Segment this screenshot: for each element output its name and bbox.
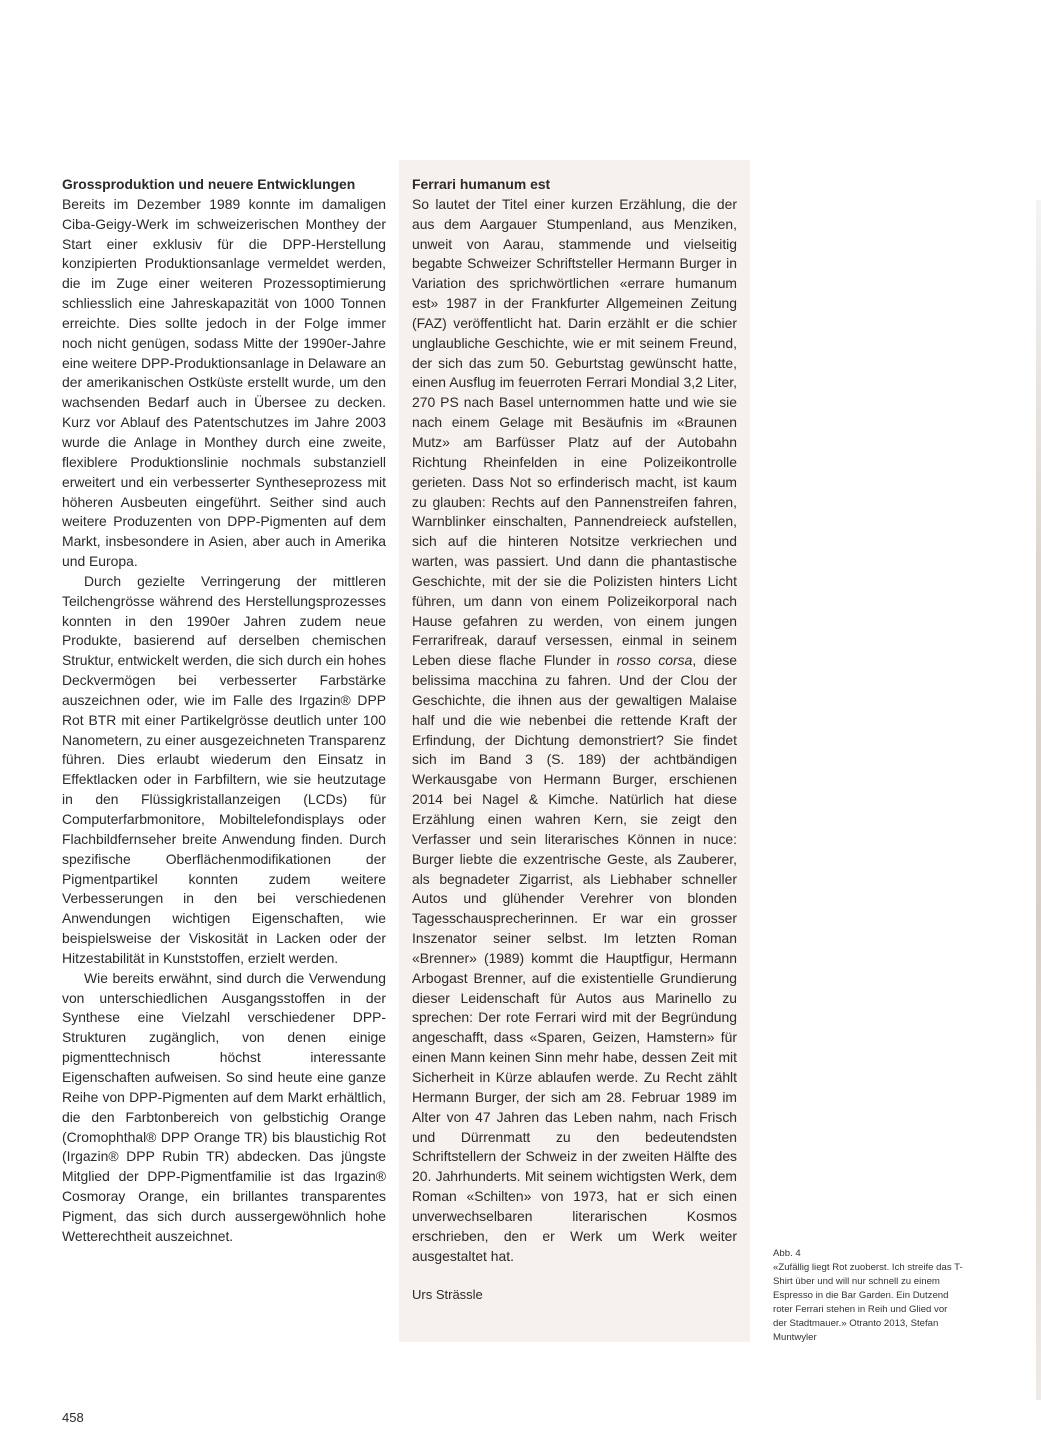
caption-text: «Zufällig liegt Rot zuoberst. Ich streife das T-Shirt über und will nur schnell zu einem Espresso in die Bar Garden. Ein Dutzend roter Ferrari stehen in Reih und Glied vor der Stadtmauer.» Otranto 2013, Stefan Muntwyler bbox=[773, 1262, 963, 1343]
main-article-column bbox=[62, 175, 386, 1247]
paragraph-3: Wie bereits erwähnt, sind durch die Verwendung von unterschiedlichen Ausgangsstoffen in der Synthese eine Vielzahl verschiedener DPP-Strukturen zugänglich, von denen einige pigmenttechnisch höchst interessante Eigenschaften aufweisen. So sind heute eine ganze Reihe von DPP-Pigmenten auf dem Markt erhältlich, die den Farbtonbereich von gelbstichig Orange (Cromophthal® DPP Orange TR) bis blaustichig Rot (Irgazin® DPP Rubin TR) abdecken. Das jüngste Mitglied der DPP-Pigmentfamilie ist das Irgazin® Cosmoray Orange, ein brillantes transparentes Pigment, das sich durch aussergewöhnlich hohe Wetterechtheit auszeichnet. bbox=[62, 969, 386, 1244]
sidebar-text-part-1: So lautet der Titel einer kurzen Erzählung, die der aus dem Aargauer Stumpenland, aus Menziken, unweit von Aarau, stammende und vielseitig begabte Schweizer Schriftsteller Hermann Burger in Variation des sprichwörtlichen «errare humanum est» 1987 in der Frankfurter Allgemeinen Zeitung (FAZ) veröffentlicht hat. Darin erzählt er die schier unglaubliche Geschichte, wie er mit seinem Freund, der sich das zum 50. Geburtstag gewünscht hatte, einen Ausflug im feuerroten Ferrari Mondial 3,2 Liter, 270 PS nach Basel unternommen hatte und wie sie nach einem Gelage mit Besäufnis im «Braunen Mutz» am Barfüsser Platz auf der Autobahn Richtung Rheinfelden in eine Polizeikontrolle gerieten. Dass Not so erfinderisch macht, ist kaum zu glauben: Rechts auf den Pannenstreifen fahren, Warnblinker einschalten, Pannendreieck aufstellen, sich auf die hinteren Notsitze verkriechen und warten, was passiert. Und dann die phantastische Geschichte, mit der sie die Polizisten hinters Licht führen, um dann von einem Polizeikorporal nach Hause gefahren zu werden, von einem jungen Ferrarifreak, darauf versessen, einmal in seinem Leben diese flache Flunder in bbox=[412, 195, 737, 669]
caption-label: Abb. 4 bbox=[773, 1248, 801, 1259]
sidebar-text bbox=[412, 175, 737, 1266]
sidebar-text-part-2: , diese belissima macchina zu fahren. Und der Clou der Geschichte, die ihnen aus der gewaltigen Malaise half und die wie nebenbei die rettende Kraft der Erfindung, der Dichtung demonstriert? Sie findet sich im Band 3 (S. 189) der achtbändigen Werkausgabe von Hermann Burger, erschienen 2014 bei Nagel & Kimche. Natürlich hat diese Erzählung einen wahren Kern, sie zeigt den Verfasser und sein literarisches Können in nuce: Burger liebte die exzentrische Geste, als Zauberer, als begnadeter Zigarrist, als Liebhaber schneller Autos und glühender Verehrer von blonden Tagesschausprecherinnen. Er war ein grosser Inszenator seiner selbst. Im letzten Roman «Brenner» (1989) kommt die Hauptfigur, Hermann Arbogast Brenner, auf die existentielle Grundierung dieser Leidenschaft für Autos aus Marinello zu sprechen: Der rote Ferrari wird mit der Begründung angeschafft, dass «Sparen, Geizen, Hamstern» für einen Mann keinen Sinn mehr habe, dessen Zeit mit Sicherheit in Kürze ablaufen werde. Zu Recht zählt Hermann Burger, der sich am 28. Februar 1989 im Alter von 47 Jahren das Leben nahm, nach Frisch und Dürrenmatt zu den bedeutendsten Schriftstellern der Schweiz in der zweiten Hälfte des 20. Jahrhunderts. Mit seinem wichtigsten Werk, dem Roman «Schilten» von 1973, hat er sich einen unverwechselbaren literarischen Kosmos erschrieben, den er Werk um Werk weiter ausgestaltet hat. bbox=[412, 652, 737, 1264]
adjacent-page-edge bbox=[1036, 200, 1041, 1400]
sidebar-box bbox=[399, 160, 750, 1342]
paragraph-2: Durch gezielte Verringerung der mittleren Teilchengrösse während des Herstellungsprozesses konnten in den 1990er Jahren zudem neue Produkte, basierend auf derselben chemischen Struktur, entwickelt werden, die sich durch ein hohes Deckvermögen bei verbesserter Farbstärke auszeichnen oder, wie im Falle des Irgazin® DPP Rot BTR mit einer Partikelgrösse deutlich unter 100 Nanometern, zu einer ausgezeichneten Transparenz führen. Dies erlaubt wiederum den Einsatz in Effektlacken oder in Farbfiltern, wie sie heutzutage in den Flüssigkristallanzeigen (LCDs) für Computerfarbmonitore, Mobiltelefondisplays oder Flachbildfernseher breite Anwendung finden. Durch spezifische Oberflächenmodifikationen der Pigmentpartikel konnten zudem weitere Verbesserungen in den bei verschiedenen Anwendungen wichtigen Eigenschaften, wie beispielsweise der Viskosität in Lacken oder der Hitzestabilität in Kunststoffen, erzielt werden. bbox=[62, 572, 386, 966]
sidebar-heading: Ferrari humanum est bbox=[412, 176, 551, 192]
sidebar-author: Urs Strässle bbox=[412, 1287, 483, 1302]
page-number: 458 bbox=[62, 1410, 84, 1425]
paragraph-1: Bereits im Dezember 1989 konnte im damaligen Ciba-Geigy-Werk im schweizerischen Monthey der Start einer exklusiv für die DPP-Herstellung konzipierten Produktionsanlage vermeldet werden, die im Zuge einer weiteren Prozessoptimierung schliesslich eine Jahreskapazität von 1000 Tonnen erreichte. Dies sollte jedoch in der Folge immer noch nicht genügen, sodass Mitte der 1990er-Jahre eine weitere DPP-Produktionsanlage in Delaware an der amerikanischen Ostküste erstellt wurde, um den wachsenden Bedarf auch in Übersee zu decken. Kurz vor Ablauf des Patentschutzes im Jahre 2003 wurde die Anlage in Monthey durch eine zweite, flexiblere Produktionslinie nochmals substanziell erweitert und ein verbesserter Syntheseprozess mit höheren Ausbeuten eingeführt. Seither sind auch weitere Produzenten von DPP-Pigmenten auf dem Markt, insbesondere in Asien, aber auch in Amerika und Europa. bbox=[62, 195, 386, 570]
sidebar-paragraph bbox=[412, 195, 737, 1267]
sidebar-italic-phrase: rosso corsa bbox=[616, 652, 693, 669]
section-heading: Grossproduktion und neuere Entwicklungen bbox=[62, 176, 356, 192]
figure-caption bbox=[773, 1247, 963, 1345]
